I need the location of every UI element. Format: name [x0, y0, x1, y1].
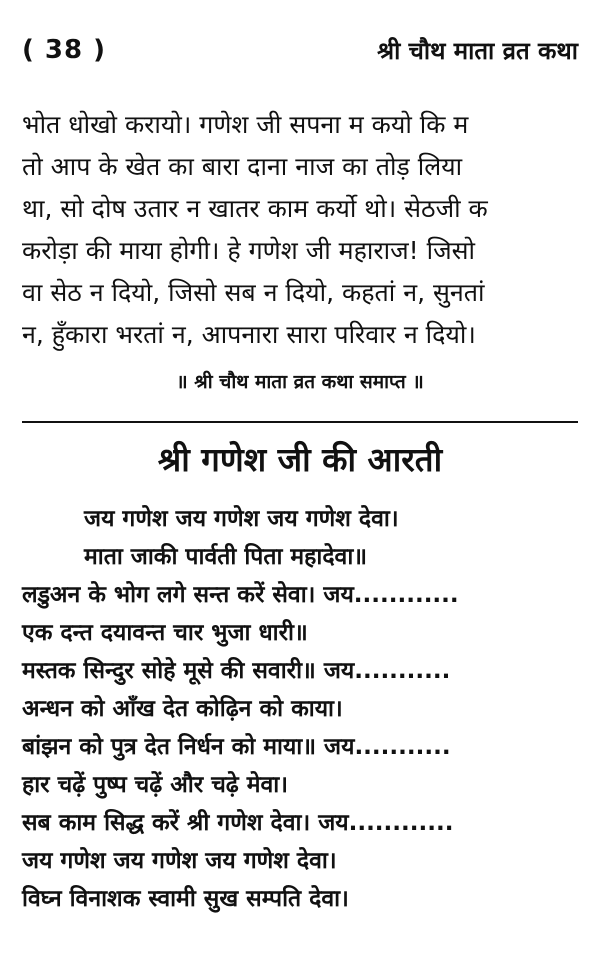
running-title: श्री चौथ माता व्रत कथा [377, 36, 578, 65]
verse-line: माता जाकी पार्वती पिता महादेवा॥ [84, 544, 368, 570]
section-divider [22, 421, 578, 423]
prose-line: तो आप के खेत का बारा दाना नाज का तोड़ लिया [22, 152, 463, 181]
verse-line: बांझन को पुत्र देत निर्धन को माया॥ जय........... [22, 734, 451, 760]
page-header [22, 30, 578, 70]
verse-line: जय गणेश जय गणेश जय गणेश देवा। [84, 506, 399, 532]
verse-line: हार चढ़ें पुष्प चढ़ें और चढ़े मेवा। [22, 772, 288, 798]
page-number: ( 38 ) [22, 35, 107, 65]
prose-line: था, सो दोष उतार न खातर काम कर्यो थो। सेठजी क [22, 194, 488, 223]
verse-line: विघ्न विनाशक स्वामी सुख सम्पति देवा। [22, 886, 349, 912]
verse-line: सब काम सिद्ध करें श्री गणेश देवा। जय............ [22, 810, 454, 836]
verse-line: लडुअन के भोग लगे सन्त करें सेवा। जय............ [22, 582, 459, 608]
verse-line: जय गणेश जय गणेश जय गणेश देवा। [22, 848, 337, 874]
verse-line: एक दन्त दयावन्त चार भुजा धारी॥ [22, 620, 308, 646]
story-text [22, 104, 578, 356]
prose-line: भोत धोखो करायो। गणेश जी सपना म कयो कि म [22, 110, 469, 139]
aarti-verses [22, 500, 578, 918]
verse-line: अन्धन को आँख देत कोढ़िन को काया। [22, 696, 343, 722]
prose-line: वा सेठ न दियो, जिसो सब न दियो, कहतां न, सुनतां [22, 278, 485, 307]
prose-line: न, हुँकारा भरतां न, आपनारा सारा परिवार न दियो। [22, 320, 476, 349]
story-end-line: ॥ श्री चौथ माता व्रत कथा समाप्त ॥ [176, 371, 424, 393]
aarti-title: श्री गणेश जी की आरती [157, 440, 443, 479]
verse-line: मस्तक सिन्दुर सोहे मूसे की सवारी॥ जय........... [22, 658, 451, 684]
prose-line: करोड़ा की माया होगी। हे गणेश जी महाराज! जिसो [22, 236, 475, 265]
